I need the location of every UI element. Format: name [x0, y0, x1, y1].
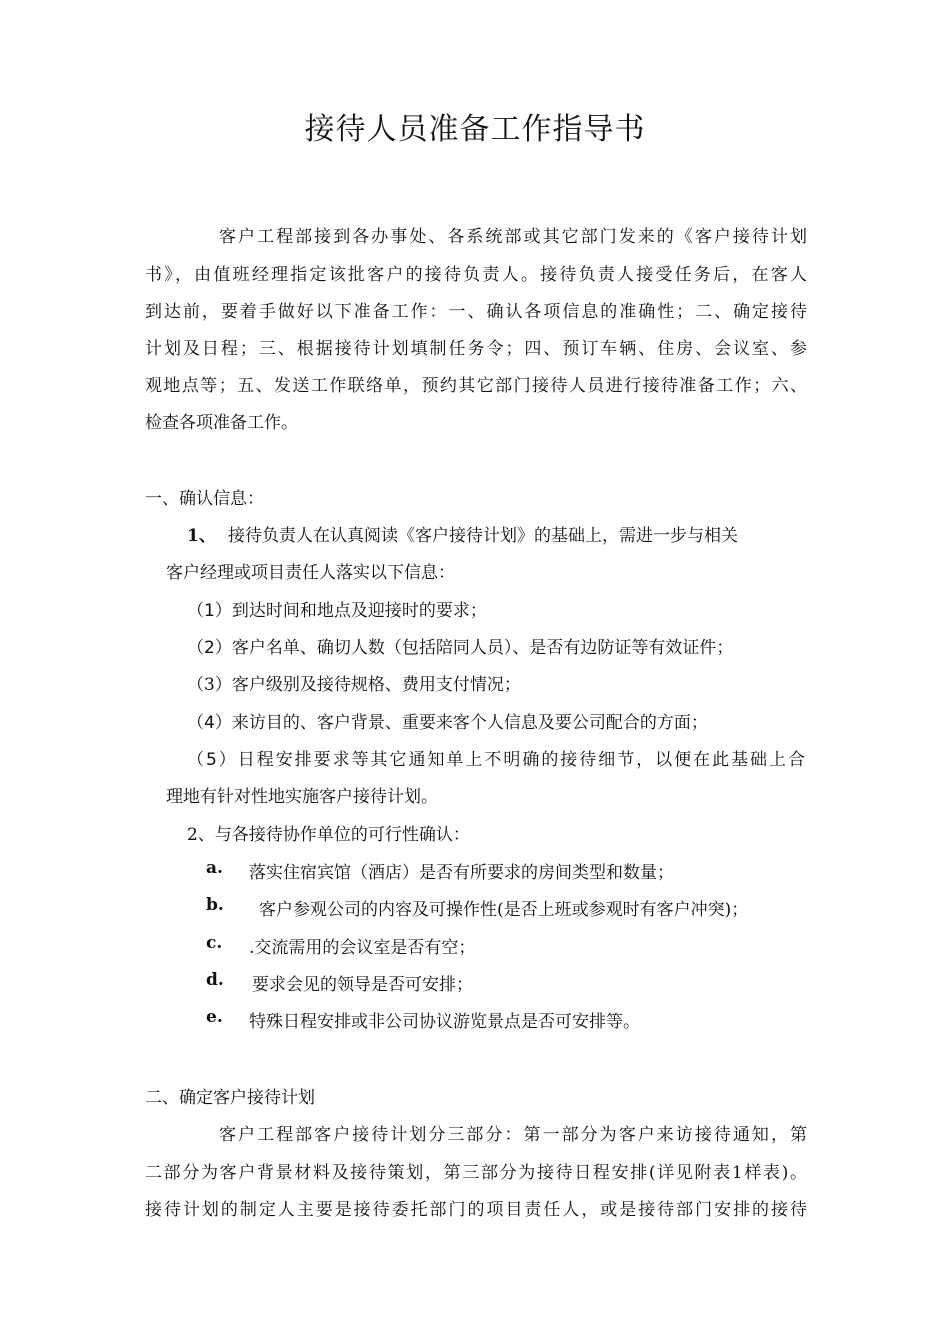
- item-2: 2、与各接待协作单位的可行性确认：: [187, 825, 470, 845]
- intro-line-3: 到达前，要着手做好以下准备工作：一、确认各项信息的准确性；二、确定接待: [145, 302, 807, 322]
- letter-a-label: a.: [206, 858, 223, 878]
- letter-c-text: .交流需用的会议室是否有空；: [249, 938, 476, 958]
- subitem-5-line-2: 理地有针对性地实施客户接待计划。: [166, 787, 438, 807]
- intro-line-5: 观地点等；五、发送工作联络单，预约其它部门接待人员进行接待准备工作；六、: [145, 376, 807, 396]
- item-1-number: 1、: [187, 526, 216, 546]
- letter-d-label: d.: [206, 970, 224, 990]
- subitem-5-continuation: 以便在此基础上合: [655, 750, 805, 770]
- letter-c-label: c.: [206, 933, 223, 953]
- section-2-line-1: 客户工程部客户接待计划分三部分：第一部分为客户来访接待通知，第: [219, 1125, 807, 1145]
- subitem-2: （2）客户名单、确切人数（包括陪同人员）、是否有边防证等有效证件；: [187, 638, 734, 658]
- letter-e-label: e.: [206, 1007, 223, 1027]
- subitem-4: （4）来访目的、客户背景、重要来客个人信息及要公司配合的方面；: [187, 713, 708, 733]
- intro-line-1: 客户工程部接到各办事处、各系统部或其它部门发来的《客户接待计划: [219, 227, 807, 247]
- letter-a-text: 落实住宿宾馆（酒店）是否有所要求的房间类型和数量；: [249, 863, 674, 883]
- subitem-1: （1）到达时间和地点及迎接时的要求；: [187, 601, 487, 621]
- intro-line-2: 书》，由值班经理指定该批客户的接待负责人。接待负责人接受任务后，在客人: [145, 265, 807, 285]
- section-2-line-3: 接待计划的制定人主要是接待委托部门的项目责任人，或是接待部门安排的接待: [145, 1200, 807, 1220]
- subitem-3: （3）客户级别及接待规格、费用支付情况；: [187, 675, 521, 695]
- letter-e-text: 特殊日程安排或非公司协议游览景点是否可安排等。: [249, 1012, 640, 1032]
- letter-b-text: 客户参观公司的内容及可操作性(是否上班或参观时有客户冲突)；: [259, 900, 749, 920]
- subitem-5-text: （5）日程安排要求等其它通知单上不明确的接待细节，: [187, 750, 656, 770]
- intro-line-4: 计划及日程；三、根据接待计划填制任务令；四、预订车辆、住房、会议室、参: [145, 339, 807, 359]
- item-1-line-1-text: 接待负责人在认真阅读《客户接待计划》的基础上，: [228, 526, 619, 546]
- subitem-5-line-1: [187, 745, 805, 770]
- document-title: 接待人员准备工作指导书: [304, 112, 646, 147]
- section-2-heading: 二、确定客户接待计划: [145, 1088, 315, 1108]
- item-1-line-1-emphasis: 需进一步与相关: [619, 526, 738, 546]
- section-1-heading: 一、确认信息：: [145, 489, 264, 509]
- letter-d-text: 要求会见的领导是否可安排；: [252, 975, 473, 995]
- letter-b-label: b.: [206, 895, 224, 915]
- item-1-line-1: [228, 521, 738, 546]
- intro-line-6: 检查各项准备工作。: [145, 413, 298, 433]
- item-1-line-2: 客户经理或项目责任人落实以下信息：: [166, 563, 455, 583]
- section-2-line-2: 二部分为客户背景材料及接待策划，第三部分为接待日程安排(详见附表1样表)。: [145, 1163, 807, 1183]
